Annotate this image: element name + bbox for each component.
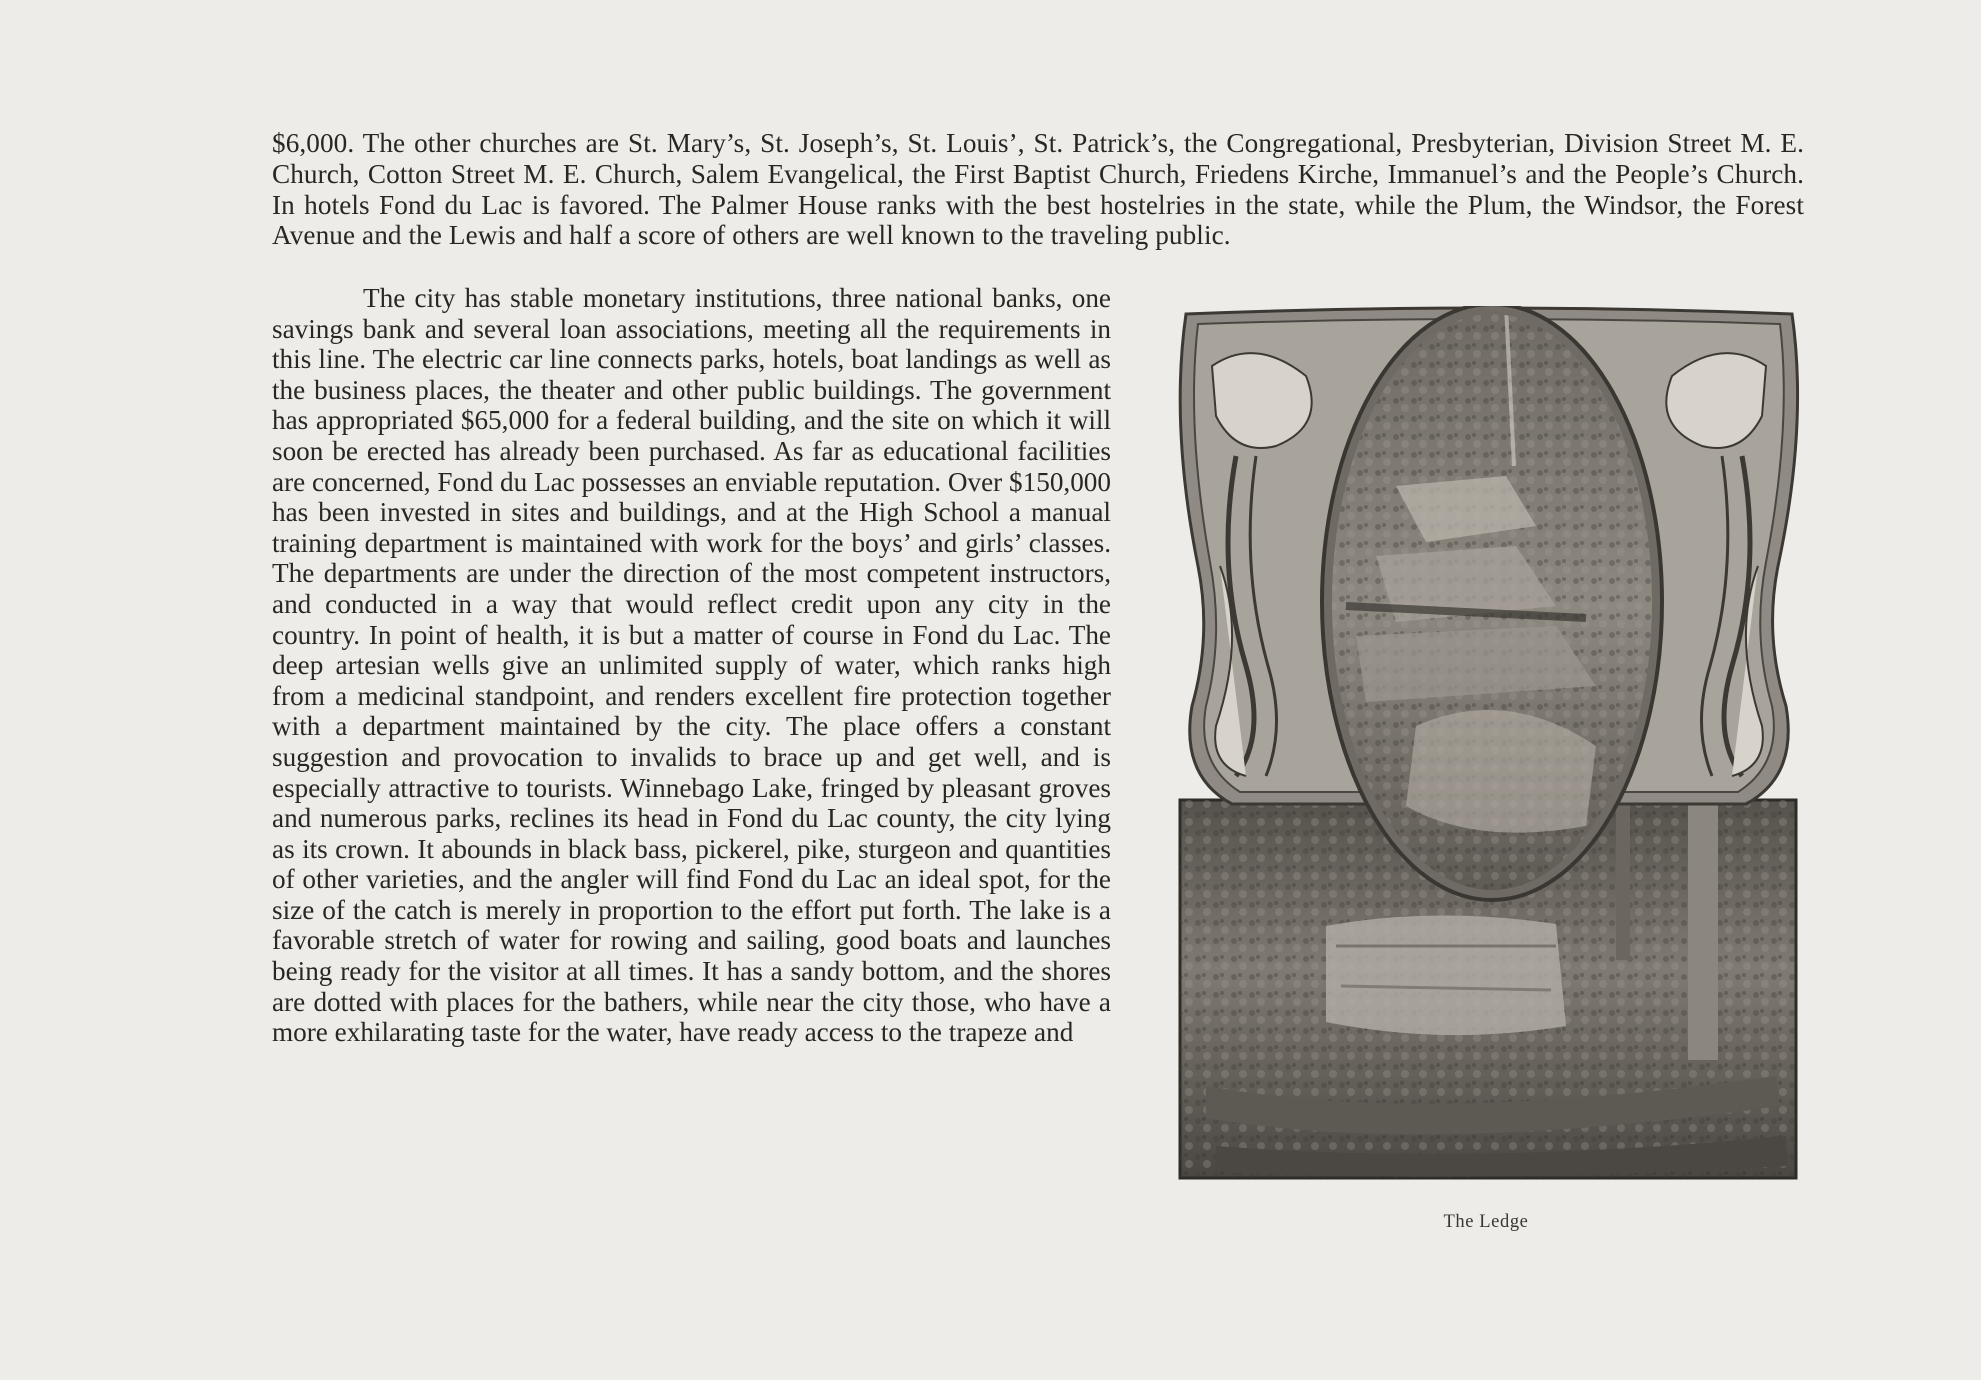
figure-caption: The Ledge [1443,1212,1529,1232]
the-ledge-illustration [1176,306,1802,1186]
top-paragraph: $6,000. The other churches are St. Mary’s, St. Joseph’s, St. Louis’, St. Patrick’s, the Congregational, Presbyterian, Division Street M. E. Church, Cotton Street M. E. Church, Salem Evangelical, the First Baptist Church, Friedens Kirche, Immanuel’s and the People’s Church. In hotels Fond du Lac is favored. The Palmer House ranks with the best hostelries in the state, while the Plum, the Windsor, the Forest Avenue and the Lewis and half a score of others are well known to the traveling public. [272,128,1804,251]
left-column-paragraph: The city has stable monetary institutions, three national banks, one savings bank and several loan associations, meeting all the requirements in this line. The electric car line connects parks, hotels, boat landings as well as the business places, the theater and other public buildings. The government has appropriated $65,000 for a federal building, and the site on which it will soon be erected has already been purchased. As far as educational facilities are concerned, Fond du Lac possesses an enviable reputation. Over $150,000 has been invested in sites and buildings, and at the High School a manual training department is maintained with work for the boys’ and girls’ classes. The departments are under the direction of the most competent instructors, and conducted in a way that would reflect credit upon any city in the country. In point of health, it is but a matter of course in Fond du Lac. The deep artesian wells give an unlimited supply of water, which ranks high from a medicinal standpoint, and renders excellent fire protection together with a department maintained by the city. The place offers a constant suggestion and provocation to invalids to brace up and get well, and is especially attractive to tourists. Winnebago Lake, fringed by pleasant groves and numerous parks, reclines its head in Fond du Lac county, the city lying as its crown. It abounds in black bass, pickerel, pike, sturgeon and quantities of other varieties, and the angler will find Fond du Lac an ideal spot, for the size of the catch is merely in proportion to the effort put forth. The lake is a favorable stretch of water for rowing and sailing, good boats and launches being ready for the visitor at all times. It has a sandy bottom, and the shores are dotted with places for the bathers, while near the city those, who have a more exhilarating taste for the water, have ready access to the trapeze and [272,283,1111,1048]
ornamental-photo-frame [1176,306,1802,1186]
